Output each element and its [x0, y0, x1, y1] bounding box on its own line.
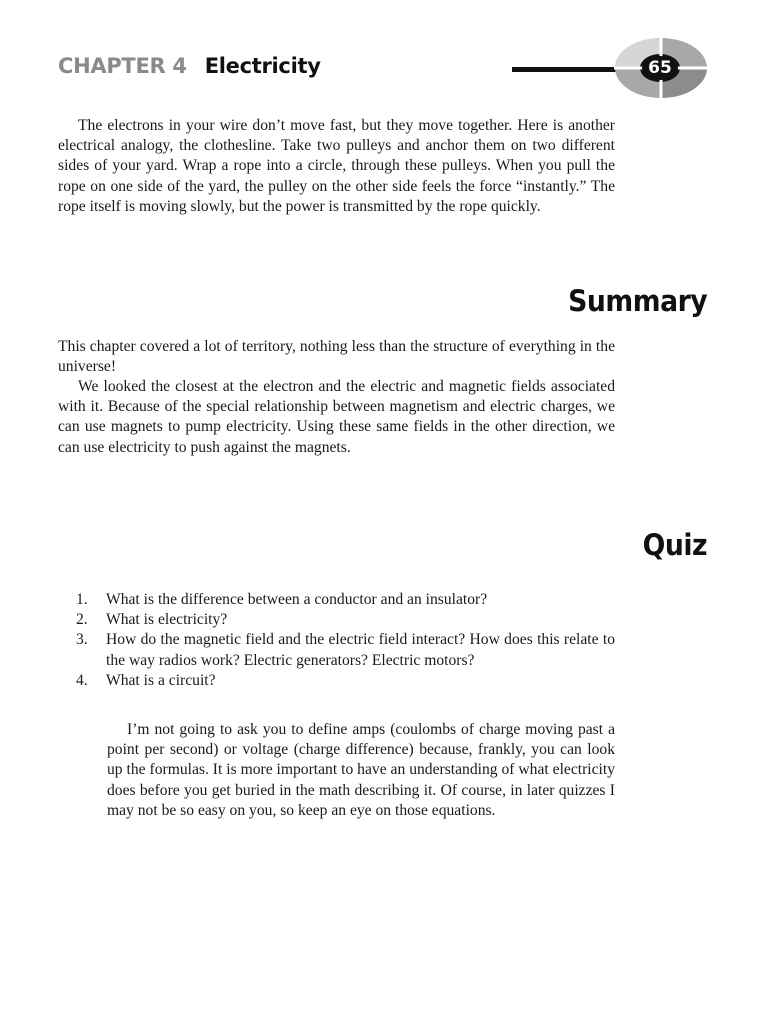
page-number: 65: [648, 58, 672, 78]
running-header: [58, 50, 321, 82]
quiz-heading: Quiz: [642, 528, 707, 562]
quiz-question-list: [58, 590, 615, 691]
quiz-question-text: What is electricity?: [106, 611, 228, 629]
quiz-question: [58, 671, 615, 691]
intro-paragraph: The electrons in your wire don’t move fast, but they move together. Here is another electrical analogy, the clothesline. Take two pulleys and anchor them on two different sides of your yard. Wrap a rope into a circle, through these pulleys. When you pull the rope on one side of the yard, the pulley on the other side feels the force “instantly.” The rope itself is moving slowly, but the power is transmitted by the rope quickly.: [58, 117, 615, 215]
quiz-question-number: 4.: [76, 671, 88, 689]
chapter-label: CHAPTER 4: [58, 54, 187, 78]
quiz-note-paragraph: I’m not going to ask you to define amps (coulombs of charge moving past a point per second) or voltage (charge difference) because, frankly, you can look up the formulas. It is more important to have an understanding of what electricity does before you get buried in the math describing it. Of course, in later quizzes I may not be so easy on you, so keep an eye on those equations.: [107, 721, 615, 819]
summary-paragraph-2: We looked the closest at the electron and the electric and magnetic fields associated with it. Because of the special relationship between magnetism and electric charges, we can use magnets to pump electricity. Using these same fields in the other direction, we can use electricity to push against the magnets.: [58, 378, 615, 456]
quiz-question-text: What is a circuit?: [106, 671, 216, 689]
quiz-question-text: What is the difference between a conductor and an insulator?: [106, 591, 488, 608]
quiz-question-number: 2.: [76, 611, 88, 629]
quiz-question: [58, 590, 615, 610]
chapter-title: Electricity: [204, 54, 321, 78]
header-rule: [512, 67, 630, 72]
quiz-question-number: 3.: [76, 631, 88, 649]
quiz-question: [58, 630, 615, 670]
quiz-question-text: How do the magnetic field and the electric field interact? How does this relate to the way radios work? Electric generators? Electric motors?: [106, 631, 615, 669]
summary-heading: Summary: [567, 284, 707, 318]
quiz-question: [58, 610, 615, 630]
summary-paragraph-1: This chapter covered a lot of territory, nothing less than the structure of everything in the universe!: [58, 338, 615, 376]
quiz-question-number: 1.: [76, 591, 88, 608]
